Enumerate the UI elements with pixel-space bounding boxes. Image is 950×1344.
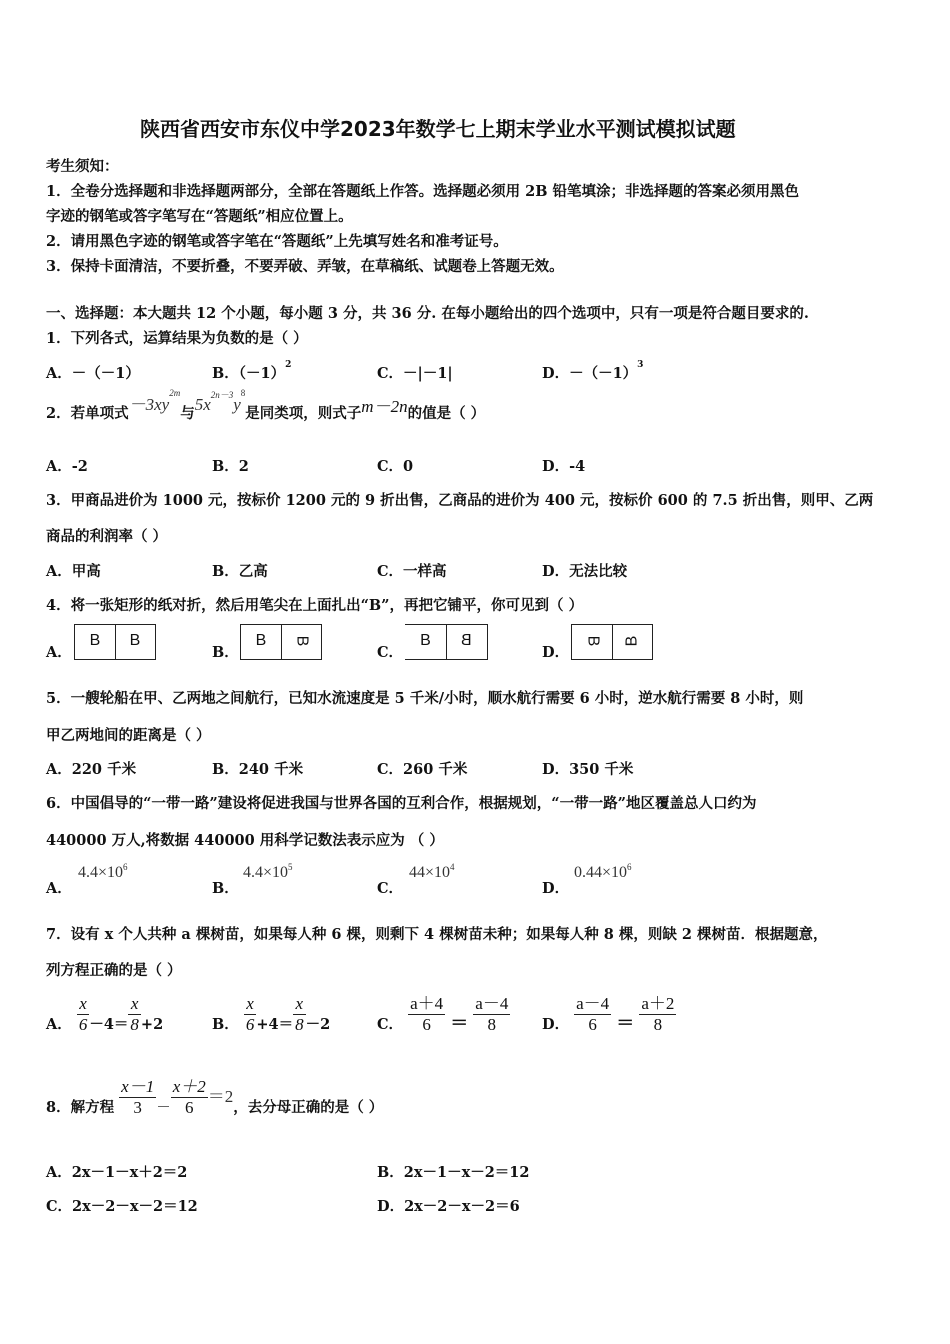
q7-option-d: D． $\frac{a-4}{6}$ ＝ $\frac{a+2}{8}$: [542, 994, 675, 1034]
q2-option-c: C．0: [377, 458, 414, 475]
q1-option-d: D．$-(-1)^3$: [542, 360, 644, 382]
q6-stem-2: 440000 万人,将数据 440000 用科学记数法表示应为 （ ）: [46, 832, 444, 849]
q5-stem-2: 甲乙两地间的距离是（ ）: [46, 727, 211, 744]
q4-d-left: B: [572, 625, 613, 659]
page-title: 陕西省西安市东仪中学2023年数学七上期末学业水平测试模拟试题: [140, 117, 736, 141]
q1-option-a: A．－（－1）: [46, 365, 140, 382]
q3-stem: 3．甲商品进价为 1000 元，按标价 1200 元的 9 折出售，乙商品的进价为 400 元，按标价 600 的 7.5 折出售，则甲、乙两: [46, 492, 874, 509]
q5-option-a: A．220 千米: [46, 761, 137, 778]
q4-c-right: B: [461, 632, 472, 649]
q6-option-d: $0.44\times 10^6$: [574, 862, 632, 881]
q5-option-d: D．350 千米: [542, 761, 634, 778]
notice-line-1b: 字迹的钢笔或答字笔写在“答题纸”相应位置上。: [46, 208, 353, 225]
q2-option-a: A．-2: [46, 458, 88, 475]
q8-stem: 8．解方程 $\frac{x-1}{3}$ － $\frac{x+2}{6}$ ＝2，去分母正确的是（ ）: [46, 1077, 384, 1117]
q3-option-c: C．一样高: [377, 563, 447, 580]
q7-stem-2: 列方程正确的是（ ）: [46, 962, 182, 979]
q4-figure-c: [405, 624, 488, 660]
notice-line-2: 2．请用黑色字迹的钢笔或答字笔在“答题纸”上先填写姓名和准考证号。: [46, 233, 508, 250]
q4-b-right: B: [292, 635, 310, 647]
notice-line-1: 1．全卷分选择题和非选择题两部分，全部在答题纸上作答。选择题必须用 2B 铅笔填涂；非选择题的答案必须用黑色: [46, 183, 800, 200]
q5-option-c: C．260 千米: [377, 761, 468, 778]
q6-option-a: $4.4\times 10^6$: [78, 862, 128, 881]
q4-d-right: B: [622, 635, 640, 647]
q6-option-d-label: D．: [542, 880, 570, 897]
q6-stem: 6．中国倡导的“一带一路”建设将促进我国与世界各国的互利合作，根据规划，“一带一路”地区覆盖总人口约为: [46, 795, 757, 812]
q3-option-a: A．甲高: [46, 563, 101, 580]
q4-a-left: B: [75, 625, 116, 659]
q3-option-d: D．无法比较: [542, 563, 628, 580]
q4-option-b: B．: [212, 644, 239, 661]
q2-stem: 2．若单项式$-3xy^{2m}$与$5x^{2n-3}y^8$是同类项，则式子m－2n的值是（ ）: [46, 388, 486, 422]
q3-stem-2: 商品的利润率（ ）: [46, 528, 168, 545]
section-heading: 一、选择题：本大题共 12 个小题，每小题 3 分，共 36 分. 在每小题给出的四个选项中，只有一项是符合题目要求的.: [46, 305, 809, 322]
q2-option-d: D．-4: [542, 458, 586, 475]
q4-option-a: A．: [46, 644, 72, 661]
q4-figure-b: [240, 624, 322, 660]
q8-option-a: A．2x－1－x＋2＝2: [46, 1164, 188, 1181]
q1-stem: 1．下列各式，运算结果为负数的是（ ）: [46, 330, 308, 347]
q6-option-b-label: B．: [212, 880, 239, 897]
q6-option-c-label: C．: [377, 880, 404, 897]
q7-stem: 7．设有 x 个人共种 a 棵树苗，如果每人种 6 棵，则剩下 4 棵树苗未种；如果每人种 8 棵，则缺 2 棵树苗．根据题意，: [46, 926, 828, 943]
q4-option-c: C．: [377, 644, 404, 661]
q8-option-d: D．2x－2－x－2＝6: [377, 1198, 520, 1215]
q4-option-d: D．: [542, 644, 570, 661]
q3-option-b: B．乙高: [212, 563, 268, 580]
q8-option-b: B．2x－1－x－2＝12: [377, 1164, 530, 1181]
q1-option-b: B．$(-1)^2$: [212, 360, 292, 382]
q8-option-c: C．2x－2－x－2＝12: [46, 1198, 198, 1215]
q5-option-b: B．240 千米: [212, 761, 304, 778]
q4-stem: 4．将一张矩形的纸对折，然后用笔尖在上面扎出“B”，再把它铺平，你可见到（ ）: [46, 597, 584, 614]
q7-option-c: C． $\frac{a+4}{6}$ ＝ $\frac{a-4}{8}$: [377, 994, 509, 1034]
notice-heading: 考生须知：: [46, 158, 119, 175]
q4-b-left: B: [241, 625, 282, 659]
q6-option-b: $4.4\times 10^5$: [243, 862, 293, 881]
q4-figure-a: [74, 624, 156, 660]
q6-option-c: $44\times 10^4$: [409, 862, 455, 881]
q2-option-b: B．2: [212, 458, 249, 475]
notice-line-3: 3．保持卡面清洁，不要折叠，不要弄破、弄皱，在草稿纸、试题卷上答题无效。: [46, 258, 564, 275]
q4-figure-d: [571, 624, 653, 660]
q1-option-c: C．－|－1|: [377, 365, 453, 382]
q6-option-a-label: A．: [46, 880, 72, 897]
q4-c-left: B: [405, 625, 447, 659]
q7-option-a: A． $\frac{x}{6}$ －4＝ $\frac{x}{8}$ +2: [46, 994, 164, 1034]
q4-a-right: B: [129, 632, 141, 649]
q7-option-b: B． $\frac{x}{6}$ +4＝ $\frac{x}{8}$ －2: [212, 994, 331, 1034]
q5-stem: 5．一艘轮船在甲、乙两地之间航行，已知水流速度是 5 千米/小时，顺水航行需要 6 小时，逆水航行需要 8 小时，则: [46, 690, 804, 707]
